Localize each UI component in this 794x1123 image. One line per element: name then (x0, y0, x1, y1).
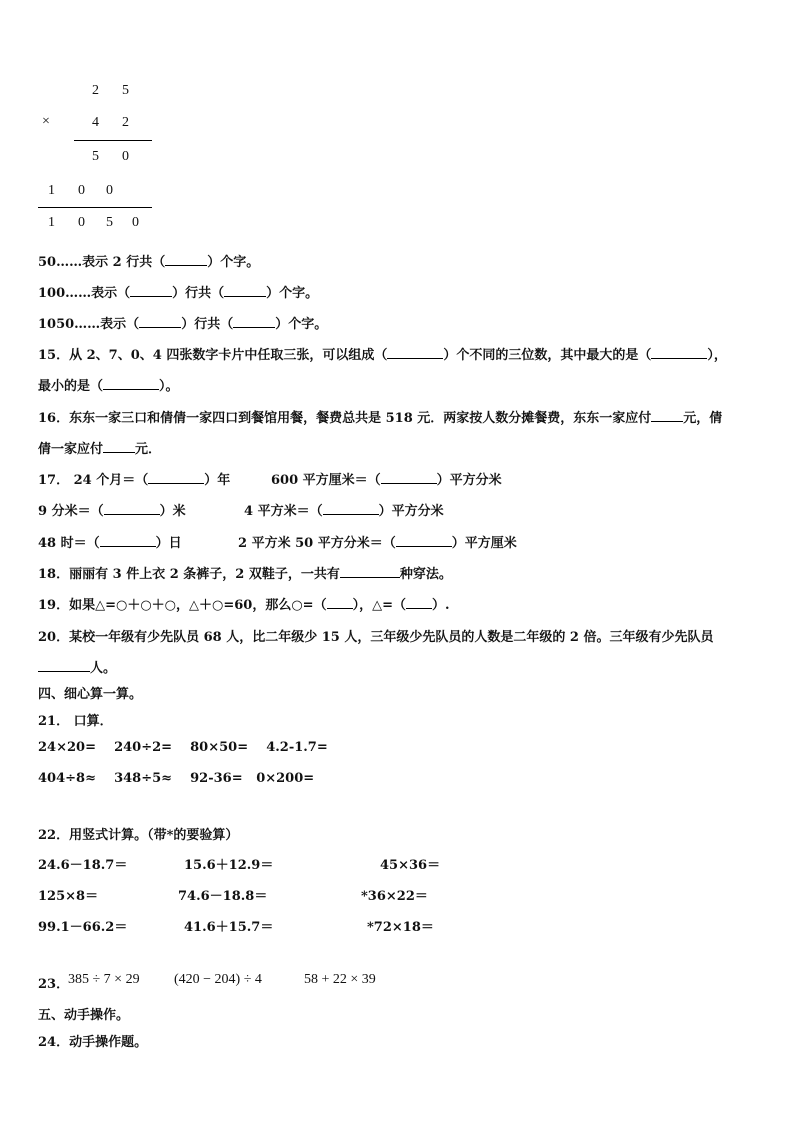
calc-item: 45×36＝ (380, 858, 441, 873)
question-17-row2-right: 4 平方米＝（ ）平方分米 (244, 504, 444, 519)
result-digit: 5 (106, 215, 113, 230)
question-21-title: 21． 口算． (38, 714, 113, 729)
question-16-cont: 倩一家应付 元． (38, 442, 162, 457)
question-23-label: 23． (38, 977, 70, 992)
question-18: 18．丽丽有 3 件上衣 2 条裤子，2 双鞋子，一共有 种穿法。 (38, 567, 452, 582)
expression-1: 385 ÷ 7 × 29 (68, 972, 140, 987)
question-17-row3-right: 2 平方米 50 平方分米＝（ ）平方厘米 (238, 536, 517, 551)
result-digit: 0 (78, 215, 85, 230)
question-22-title: 22．用竖式计算。（带*的要验算） (38, 828, 239, 843)
answer-blank[interactable] (38, 671, 90, 672)
answer-blank[interactable] (651, 358, 707, 359)
section-heading-5: 五、动手操作。 (38, 1008, 130, 1023)
answer-blank[interactable] (651, 421, 683, 422)
divider-line (74, 140, 152, 141)
expression-3: 58 + 22 × 39 (304, 972, 376, 987)
answer-blank[interactable] (104, 514, 160, 515)
calc-item: 99.1－66.2＝ (38, 920, 128, 935)
question-20-cont: 人。 (38, 657, 116, 676)
question-15-cont: 最小的是（ ）。 (38, 379, 179, 394)
partial-digit: 0 (78, 183, 85, 198)
calc-item: 125×8＝ (38, 889, 99, 904)
calc-item: *36×22＝ (361, 889, 428, 904)
question-21-row1: 24×20= 240÷2= 80×50= 4.2-1.7= (38, 740, 328, 755)
answer-blank[interactable] (224, 296, 266, 297)
question-17-row3: 48 时＝（ ）日 (38, 536, 182, 551)
divider-line (38, 207, 152, 208)
result-digit: 1 (48, 215, 55, 230)
times-sign: × (42, 114, 50, 129)
question-21-row2: 404÷8≈ 348÷5≈ 92-36= 0×200= (38, 771, 315, 786)
partial-digit: 1 (48, 183, 55, 198)
partial-digit: 0 (122, 149, 129, 164)
calc-item: 74.6－18.8＝ (178, 889, 268, 904)
answer-blank[interactable] (340, 577, 400, 578)
calc-item: 15.6＋12.9＝ (184, 858, 274, 873)
multiplier-digit: 4 (92, 115, 99, 130)
section-heading-4: 四、细心算一算。 (38, 687, 143, 702)
result-digit: 0 (132, 215, 139, 230)
answer-blank[interactable] (406, 608, 432, 609)
question-17-row2: 9 分米＝（ ）米 (38, 504, 186, 519)
question-15: 15．从 2、7、0、4 四张数字卡片中任取三张，可以组成（ ）个不同的三位数，其中最大的是（ ）， (38, 348, 727, 363)
question-17-row1-right: 600 平方厘米＝（ ）平方分米 (271, 473, 502, 488)
question-24: 24．动手操作题。 (38, 1035, 148, 1050)
expression-2: (420 − 204) ÷ 4 (174, 972, 262, 987)
fill-line-1050: 1050……表示（ ）行共（ ）个字。 (38, 317, 328, 332)
answer-blank[interactable] (327, 608, 353, 609)
partial-digit: 5 (92, 149, 99, 164)
answer-blank[interactable] (139, 327, 181, 328)
calc-item: 41.6＋15.7＝ (184, 920, 274, 935)
answer-blank[interactable] (148, 483, 204, 484)
answer-blank[interactable] (387, 358, 443, 359)
answer-blank[interactable] (233, 327, 275, 328)
question-19: 19．如果△=○＋○＋○，△＋○=60，那么○=（ ），△=（ ）. (38, 598, 450, 613)
calc-item: *72×18＝ (367, 920, 434, 935)
answer-blank[interactable] (381, 483, 437, 484)
answer-blank[interactable] (396, 546, 452, 547)
fill-line-100: 100……表示（ ）行共（ ）个字。 (38, 286, 319, 301)
multiplicand-digit: 2 (92, 83, 99, 98)
calc-item: 24.6－18.7＝ (38, 858, 128, 873)
multiplier-digit: 2 (122, 115, 129, 130)
question-17-row1: 17． 24 个月＝（ ）年 (38, 473, 231, 488)
answer-blank[interactable] (323, 514, 379, 515)
fill-line-50: 50……表示 2 行共（ ）个字。 (38, 255, 260, 270)
answer-blank[interactable] (130, 296, 172, 297)
answer-blank[interactable] (103, 452, 135, 453)
question-20: 20．某校一年级有少先队员 68 人，比二年级少 15 人，三年级少先队员的人数是二年级的 2 倍。三年级有少先队员 (38, 630, 714, 645)
partial-digit: 0 (106, 183, 113, 198)
answer-blank[interactable] (165, 265, 207, 266)
answer-blank[interactable] (100, 546, 156, 547)
question-16: 16．东东一家三口和倩倩一家四口到餐馆用餐，餐费总共是 518 元．两家按人数分摊餐费，东东一家应付 元，倩 (38, 411, 723, 426)
answer-blank[interactable] (103, 389, 159, 390)
multiplicand-digit: 5 (122, 83, 129, 98)
